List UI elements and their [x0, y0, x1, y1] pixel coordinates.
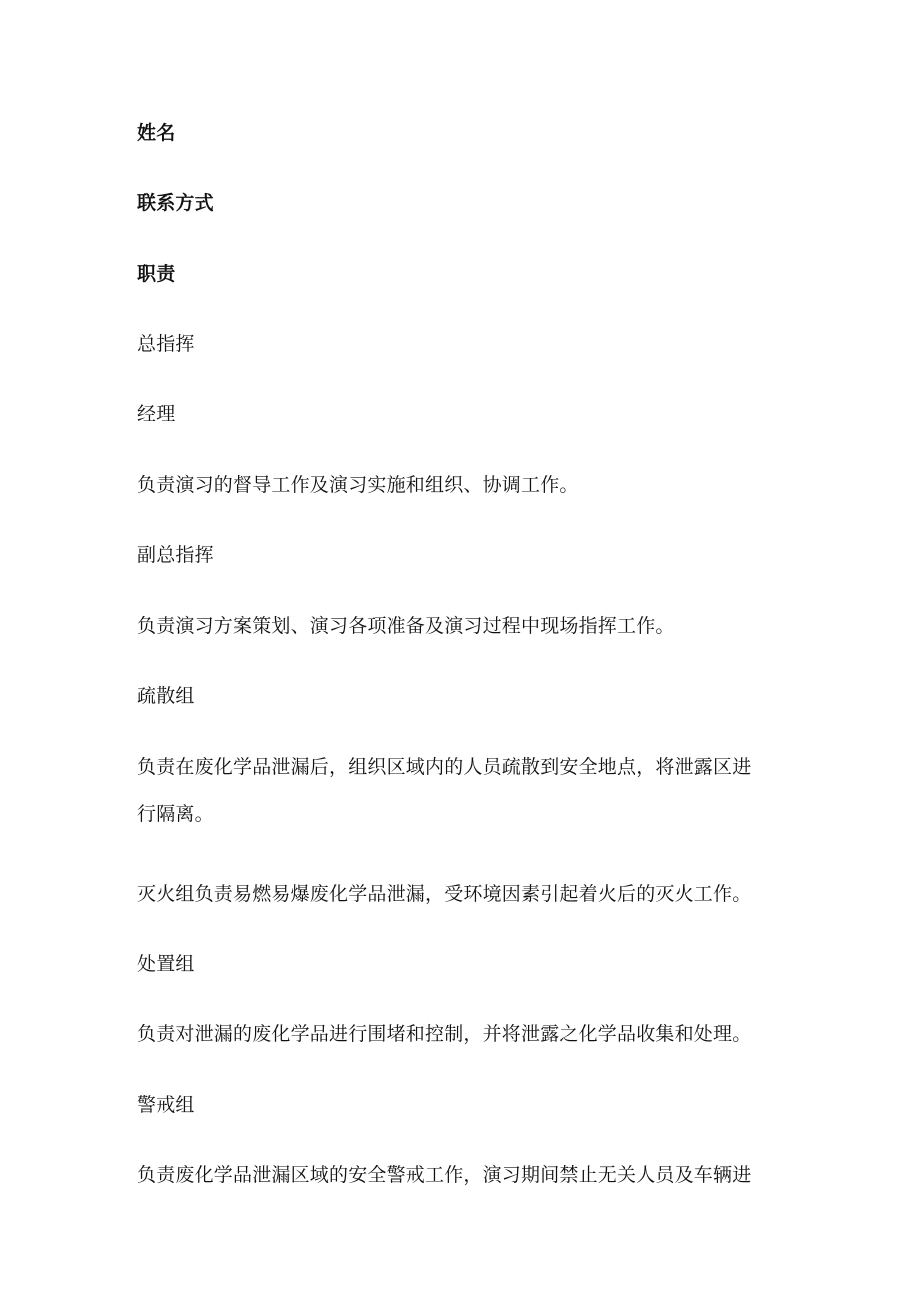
evacuation-group-duty-line2: 行隔离。 — [137, 803, 214, 825]
deputy-commander-duty: 负责演习方案策划、演习各项准备及演习过程中现场指挥工作。 — [137, 615, 675, 637]
header-contact: 联系方式 — [137, 192, 214, 214]
header-name: 姓名 — [137, 122, 176, 144]
security-group-role: 警戒组 — [137, 1094, 195, 1116]
commander-role: 总指挥 — [137, 333, 195, 355]
disposal-group-role: 处置组 — [137, 953, 195, 975]
evacuation-group-role: 疏散组 — [137, 685, 195, 707]
security-group-duty-line1: 负责废化学品泄漏区域的安全警戒工作，演习期间禁止无关人员及车辆进 — [137, 1164, 752, 1186]
header-duty: 职责 — [137, 263, 176, 285]
commander-duty: 负责演习的督导工作及演习实施和组织、协调工作。 — [137, 474, 579, 496]
deputy-commander-role: 副总指挥 — [137, 544, 214, 566]
disposal-group-duty: 负责对泄漏的废化学品进行围堵和控制，并将泄露之化学品收集和处理。 — [137, 1023, 752, 1045]
evacuation-group-duty-line1: 负责在废化学品泄漏后，组织区域内的人员疏散到安全地点，将泄露区进 — [137, 756, 752, 778]
firefighting-group-duty: 灭火组负责易燃易爆废化学品泄漏，受环境因素引起着火后的灭火工作。 — [137, 883, 752, 905]
commander-person: 经理 — [137, 403, 176, 425]
